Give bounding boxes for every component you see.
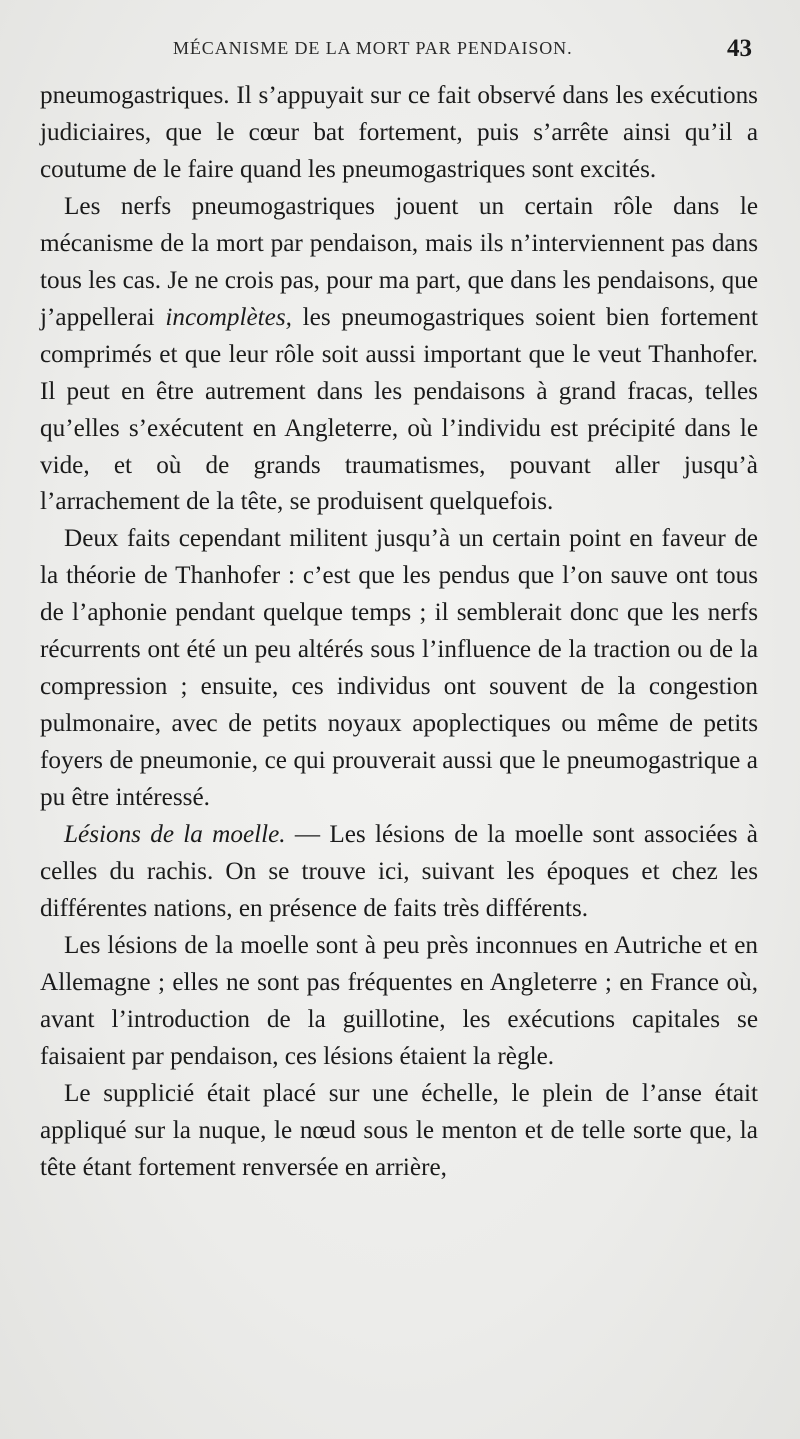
paragraph-6 — [40, 1076, 758, 1187]
page-number: 43 — [727, 35, 752, 62]
paragraph-2-text-after: les pneumogastriques soient bien fortement comprimés et que leur rôle soit aussi important que le veut Thanhofer. Il peut en être autrement dans les pendaisons à grand fracas, telles qu’elles s’exécutent en Angleterre, où l’individu est précipité dans le vide, et où de grands traumatismes, pouvant aller jusqu’à l’arrachement de la tête, se produisent quelquefois. — [40, 303, 758, 516]
body-text — [40, 78, 758, 1187]
paragraph-1-text: pneumogastriques. Il s’appuyait sur ce fait observé dans les exécutions judiciaires, que le cœur bat fortement, puis s’arrête ainsi qu’il a coutume de le faire quand les pneumogastriques sont excités. — [40, 82, 758, 183]
paragraph-4-text-after: — Les lésions de la moelle sont associées à celles du rachis. On se trouve ici, suivant les époques et chez les différentes nations, en présence de faits très différents. — [40, 821, 758, 922]
paragraph-2 — [40, 189, 758, 522]
paragraph-3 — [40, 521, 758, 817]
running-title: MÉCANISME DE LA MORT PAR PENDAISON. — [173, 38, 573, 58]
paragraph-5-text: Les lésions de la moelle sont à peu près inconnues en Autriche et en Allemagne ; elles ne sont pas fréquentes en Angleterre ; en France où, avant l’introduction de la guillotine, les exécutions capitales se faisaient par pendaison, ces lésions étaient la règle. — [40, 931, 758, 1070]
paragraph-2-text: Les nerfs pneumogastriques jouent un certain rôle dans le mécanisme de la mort par pendaison, mais ils n’interviennent pas dans tous les cas. Je ne crois pas, pour ma part, que dans les pendaisons, que j’appellerai — [40, 192, 758, 331]
paragraph-2-italic: incomplètes, — [165, 303, 292, 331]
paragraph-3-text: Deux faits cependant militent jusqu’à un certain point en faveur de la théorie de Thanhofer : c’est que les pendus que l’on sauve ont tous de l’aphonie pendant quelque temps ; il semblerait donc que les nerfs récurrents ont été un peu altérés sous l’influence de la traction ou de la compression ; ensuite, ces individus ont souvent de la congestion pulmonaire, avec de petits noyaux apoplectiques ou même de petits foyers de pneumonie, ce qui prouverait aussi que le pneumogastrique a pu être intéressé. — [40, 525, 758, 812]
paragraph-1 — [40, 78, 758, 189]
section-heading-lesions-moelle: Lésions de la moelle. — [64, 821, 286, 849]
running-head — [0, 35, 800, 66]
paragraph-6-text: Le supplicié était placé sur une échelle, le plein de l’anse était appliqué sur la nuque, le nœud sous le menton et de telle sorte que, la tête étant fortement renversée en arrière, — [40, 1079, 758, 1181]
paragraph-5 — [40, 928, 758, 1076]
paragraph-4 — [40, 817, 758, 928]
